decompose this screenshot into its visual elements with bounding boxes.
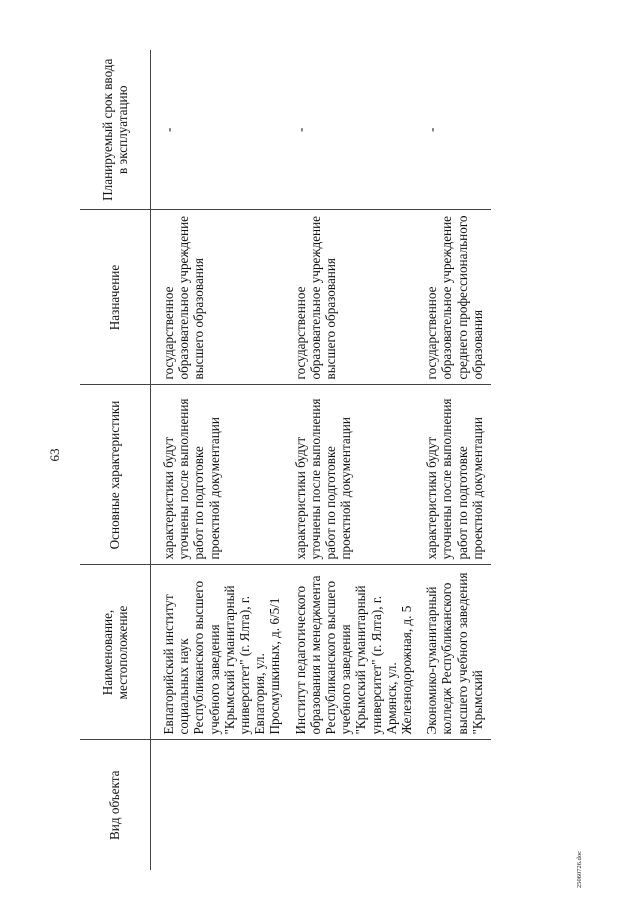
cell-name-location: Институт педагогического образования и менеджмента Республиканского высшего учебного заведения "Крымский гуманитарный университет" (г. Ялта), г. Армянск, ул. Железнодорожная, д. 5 [289,565,421,740]
header-commissioning-date: Планируемый срок ввода в эксплуатацию [80,50,151,210]
cell-name-location: Экономико-гуманитарный колледж Республиканского высшего учебного заведения "Крымский [420,565,491,740]
cell-object-type [420,740,491,870]
cell-characteristics: характеристики будут уточнены после выполнения работ по подготовке проектной документации [151,385,289,565]
cell-purpose: государственное образовательное учреждение высшего образования [289,210,421,385]
table-row [151,50,289,870]
header-object-type: Вид объекта [80,740,151,870]
cell-commissioning-date: - [151,50,289,210]
rotated-table-container [80,50,580,870]
table-row [420,50,491,870]
cell-purpose: государственное образовательное учреждение высшего образования [151,210,289,385]
objects-table [80,50,491,870]
header-name-location: Наименование, местоположение [80,565,151,740]
cell-purpose: государственное образовательное учреждение среднего профессионального образования [420,210,491,385]
table-row [289,50,421,870]
cell-characteristics: характеристики будут уточнены после выполнения работ по подготовке проектной документации [420,385,491,565]
header-purpose: Назначение [80,210,151,385]
header-characteristics: Основные характеристики [80,385,151,565]
cell-commissioning-date: - [420,50,491,210]
page-number: 63 [47,448,62,462]
document-id: 25060726.doc [576,850,583,888]
cell-commissioning-date: - [289,50,421,210]
cell-object-type [289,740,421,870]
cell-object-type [151,740,289,870]
cell-name-location: Евпаторийский институт социальных наук Республиканского высшего учебного заведения "Крымский гуманитарный университет" (г. Ялта), г. Евпатория, ул. Просмушкиных, д. 6/5/1 [151,565,289,740]
cell-characteristics: характеристики будут уточнены после выполнения работ по подготовке проектной документации [289,385,421,565]
table-header-row [80,50,151,870]
